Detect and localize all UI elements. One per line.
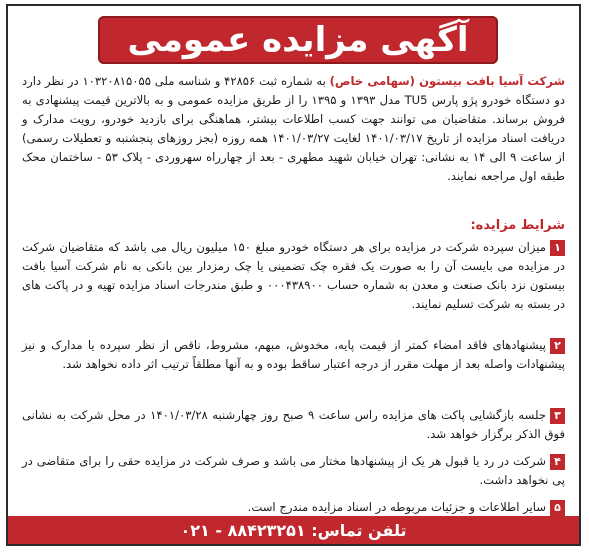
condition-text: میزان سپرده شرکت در مزایده برای هر دستگاه خودرو مبلغ ۱۵۰ میلیون ریال می باشد که متقاضیان شرکت در مزایده می بایست آن را به صورت یک فقره چک تضمینی یا چک رمزدار بین بانکی به نام شرکت آسیا بافت بیستون نزد بانک صنعت و معدن به شماره حساب ۰۰۰۴۳۸۹۰۰ و طبق مندرجات اسناد مزایده تهیه و در پاکت های در بسته به شرکت تسلیم نمایند. bbox=[22, 240, 565, 311]
condition-number: ۴ bbox=[550, 454, 565, 470]
condition-text: سایر اطلاعات و جزئیات مربوطه در اسناد مزایده مندرج است. bbox=[247, 500, 546, 514]
company-name: شرکت آسیا بافت بیستون (سهامی خاص) bbox=[329, 74, 565, 88]
contact-footer bbox=[8, 516, 579, 544]
auction-notice bbox=[6, 4, 581, 546]
condition-item bbox=[22, 406, 565, 444]
condition-number: ۲ bbox=[550, 338, 565, 354]
condition-number: ۳ bbox=[550, 408, 565, 424]
intro-paragraph bbox=[22, 72, 565, 186]
intro-text: به شماره ثبت ۴۲۸۵۶ و شناسه ملی ۱۰۳۲۰۸۱۵۰۵۵ در نظر دارد دو دستگاه خودرو پژو پارس TU5 مدل ۱۳۹۳ و ۱۳۹۵ را از طریق مزایده عمومی و به بالاترین قیمت پیشنهادی به فروش برساند. متقاضیان می توانند جهت کسب اطلاعات بیشتر، هماهنگی برای بازدید خودرو، رویت مدارک و دریافت اسناد مزایده از تاریخ ۱۴۰۱/۰۳/۱۷ لغایت ۱۴۰۱/۰۳/۲۷ همه روزه (بجز روزهای پنجشنبه و تعطیلات رسمی) از ساعت ۹ الی ۱۴ به نشانی: تهران خیابان شهید مطهری - بعد از چهارراه سهروردی - پلاک ۵۳ - ساختمان محک طبقه اول مراجعه نمایند. bbox=[22, 74, 566, 183]
condition-number: ۱ bbox=[550, 240, 565, 256]
condition-item bbox=[22, 336, 565, 374]
condition-text: شرکت در رد یا قبول هر یک از پیشنهادها مختار می باشد و صرف شرکت در مزایده حقی را برای متقاضی در پی نخواهد داشت. bbox=[22, 454, 565, 487]
condition-item bbox=[22, 238, 565, 314]
condition-item bbox=[22, 498, 565, 517]
condition-text: پیشنهادهای فاقد امضاء کمتر از قیمت پایه، مخدوش، مبهم، مشروط، ناقص از نظر سپرده یا مدارک و نیز پیشنهادات واصله بعد از مهلت مقرر از درجه اعتبار ساقط بوده و به آنها مطلقاً ترتیب اثر داده نخواهد شد. bbox=[22, 338, 565, 371]
condition-number: ۵ bbox=[550, 500, 565, 516]
conditions-heading: شرایط مزایده: bbox=[470, 218, 565, 233]
contact-phone: تلفن تماس: ۸۸۴۲۳۲۵۱ - ۰۲۱ bbox=[180, 520, 407, 540]
title-banner bbox=[98, 16, 498, 64]
condition-item bbox=[22, 452, 565, 490]
notice-title: آگهی مزایده عمومی bbox=[127, 20, 469, 60]
condition-text: جلسه بازگشایی پاکت های مزایده راس ساعت ۹ صبح روز چهارشنبه ۱۴۰۱/۰۳/۲۸ در محل شرکت به نشانی فوق الذکر برگزار خواهد شد. bbox=[22, 408, 565, 441]
